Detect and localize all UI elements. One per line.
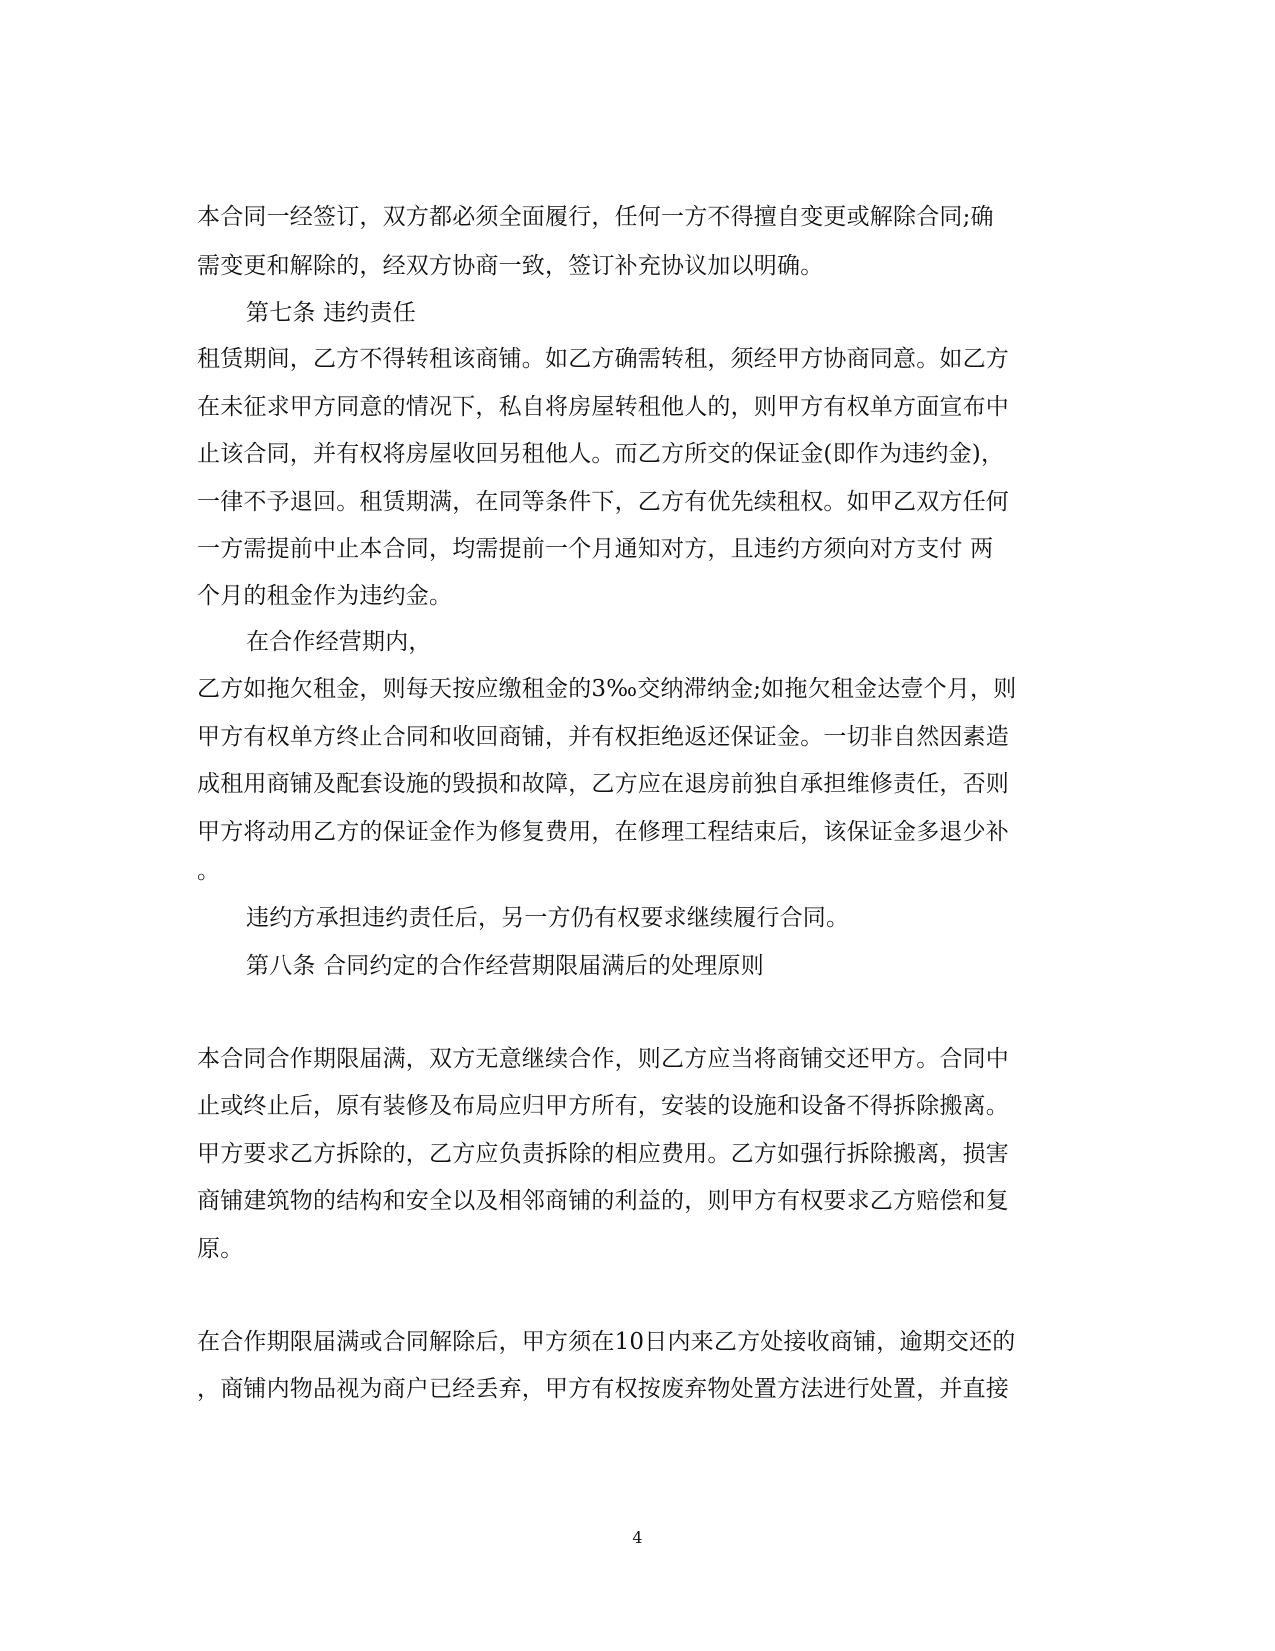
text-line: 在合作期限届满或合同解除后，甲方须在10日内来乙方处接收商铺，逾期交还的	[197, 1329, 1016, 1355]
text-line: 一方需提前中止本合同，均需提前一个月通知对方，且违约方须向对方支付 两	[197, 536, 994, 562]
text-line: 在未征求甲方同意的情况下，私自将房屋转租他人的，则甲方有权单方面宣布中	[197, 394, 1009, 420]
text-line: 本合同合作期限届满，双方无意继续合作，则乙方应当将商铺交还甲方。合同中	[197, 1046, 1009, 1072]
section-heading-7: 第七条 违约责任	[246, 300, 416, 326]
text-line: 止或终止后，原有装修及布局应归甲方所有，安装的设施和设备不得拆除搬离。	[197, 1093, 1009, 1119]
text-line: 需变更和解除的，经双方协商一致，签订补充协议加以明确。	[197, 253, 824, 279]
text-line: 一律不予退回。租赁期满，在同等条件下，乙方有优先续租权。如甲乙双方任何	[197, 489, 1009, 515]
text-line: 违约方承担违约责任后，另一方仍有权要求继续履行合同。	[246, 905, 850, 931]
text-line: ，商铺内物品视为商户已经丢弃，甲方有权按废弃物处置方法进行处置，并直接	[197, 1376, 1009, 1402]
text-line: 原。	[197, 1236, 244, 1262]
text-line: 甲方要求乙方拆除的，乙方应负责拆除的相应费用。乙方如强行拆除搬离，损害	[197, 1141, 1009, 1167]
text-line: 。	[197, 858, 221, 884]
section-heading-8: 第八条 合同约定的合作经营期限届满后的处理原则	[246, 953, 764, 979]
text-line: 在合作经营期内，	[246, 629, 432, 655]
text-line: 成租用商铺及配套设施的毁损和故障，乙方应在退房前独自承担维修责任，否则	[197, 771, 1009, 797]
text-line: 商铺建筑物的结构和安全以及相邻商铺的利益的，则甲方有权要求乙方赔偿和复	[197, 1188, 1009, 1214]
text-line: 甲方有权单方终止合同和收回商铺，并有权拒绝返还保证金。一切非自然因素造	[197, 724, 1009, 750]
text-line: 止该合同，并有权将房屋收回另租他人。而乙方所交的保证金(即作为违约金)，	[197, 441, 1005, 467]
text-line: 租赁期间，乙方不得转租该商铺。如乙方确需转租，须经甲方协商同意。如乙方	[197, 346, 1009, 372]
text-line: 本合同一经签订，双方都必须全面履行，任何一方不得擅自变更或解除合同;确	[197, 204, 994, 230]
text-line: 甲方将动用乙方的保证金作为修复费用，在修理工程结束后，该保证金多退少补	[197, 819, 1009, 845]
text-line: 乙方如拖欠租金，则每天按应缴租金的3‰交纳滞纳金;如拖欠租金达壹个月，则	[197, 676, 1017, 702]
text-line: 个月的租金作为违约金。	[197, 583, 453, 609]
page-number: 4	[632, 1528, 643, 1547]
